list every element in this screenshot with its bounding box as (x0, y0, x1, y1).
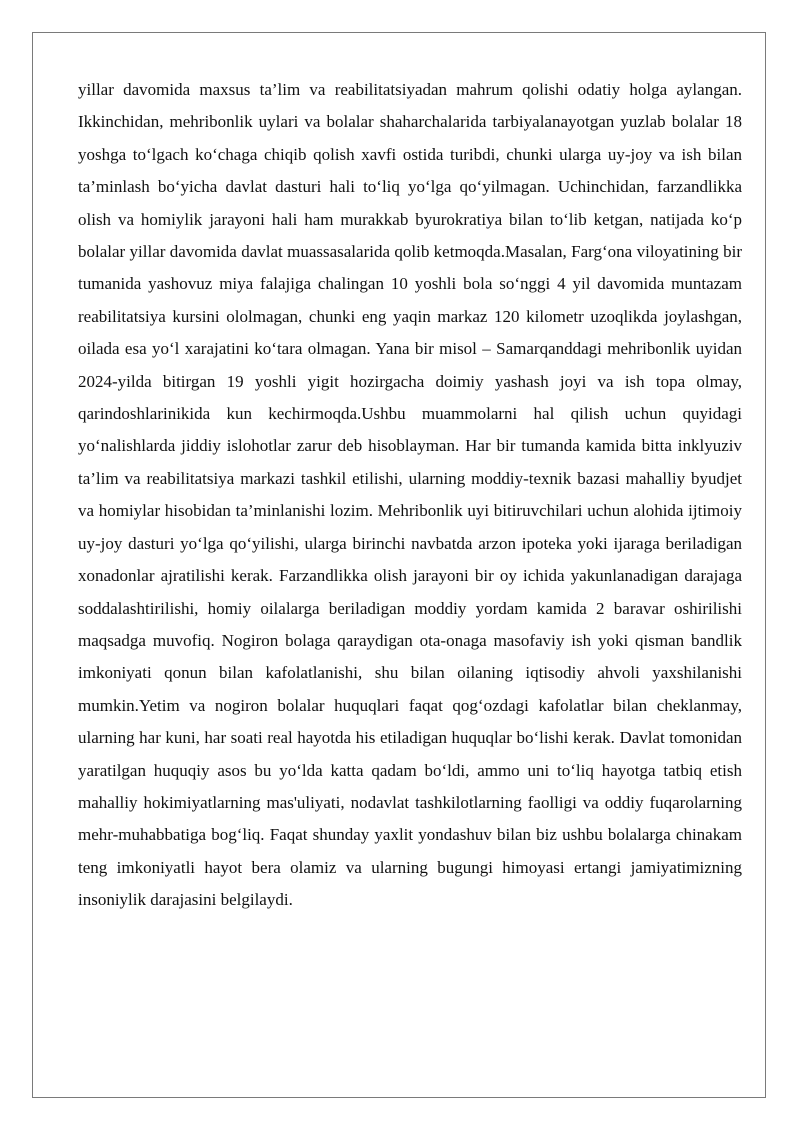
body-paragraph: yillar davomida maxsus ta’lim va reabilitatsiyadan mahrum qolishi odatiy holga aylangan. Ikkinchidan, mehribonlik uylari va bolalar shaharchalarida tarbiyalanayotgan yuzlab bolalar 18 yoshga to‘lgach ko‘chaga chiqib qolish xavfi ostida turibdi, chunki ularga uy-joy va ish bilan ta’minlash bo‘yicha davlat dasturi hali to‘liq yo‘lga qo‘yilmagan. Uchinchidan, farzandlikka olish va homiylik jarayoni hali ham murakkab byurokratiya bilan to‘lib ketgan, natijada ko‘p bolalar yillar davomida davlat muassasalarida qolib ketmoqda.Masalan, Farg‘ona viloyatining bir tumanida yashovuz miya falajiga chalingan 10 yoshli bola so‘nggi 4 yil davomida muntazam reabilitatsiya kursini ololmagan, chunki eng yaqin markaz 120 kilometr uzoqlikda joylashgan, oilada esa yo‘l xarajatini ko‘tara olmagan. Yana bir misol – Samarqanddagi mehribonlik uyidan 2024-yilda bitirgan 19 yoshli yigit hozirgacha doimiy yashash joyi va ish topa olmay, qarindoshlarinikida kun kechirmoqda.Ushbu muammolarni hal qilish uchun quyidagi yo‘nalishlarda jiddiy islohotlar zarur deb hisoblayman. Har bir tumanda kamida bitta inklyuziv ta’lim va reabilitatsiya markazi tashkil etilishi, ularning moddiy-texnik bazasi mahalliy byudjet va homiylar hisobidan ta’minlanishi lozim. Mehribonlik uyi bitiruvchilari uchun alohida ijtimoiy uy-joy dasturi yo‘lga qo‘yilishi, ularga birinchi navbatda arzon ipoteka yoki ijaraga beriladigan xonadonlar ajratilishi kerak. Farzandlikka olish jarayoni bir oy ichida yakunlanadigan darajaga soddalashtirilishi, homiy oilalarga beriladigan moddiy yordam kamida 2 baravar oshirilishi maqsadga muvofiq. Nogiron bolaga qaraydigan ota-onaga masofaviy ish yoki qisman bandlik imkoniyati qonun bilan kafolatlanishi, shu bilan oilaning iqtisodiy ahvoli yaxshilanishi mumkin.Yetim va nogiron bolalar huquqlari faqat qog‘ozdagi kafolatlar bilan cheklanmay, ularning har kuni, har soati real hayotda his etiladigan huquqlar bo‘lishi kerak. Davlat tomonidan yaratilgan huquqiy asos bu yo‘lda katta qadam bo‘ldi, ammo uni to‘liq hayotga tatbiq etish mahalliy hokimiyatlarning mas'uliyati, nodavlat tashkilotlarning faolligi va oddiy fuqarolarning mehr-muhabbatiga bog‘liq. Faqat shunday yaxlit yondashuv bilan biz ushbu bolalarga chinakam teng imkoniyatli hayot bera olamiz va ularning bugungi himoyasi ertangi jamiyatimizning insoniylik darajasini belgilaydi. (78, 80, 742, 910)
